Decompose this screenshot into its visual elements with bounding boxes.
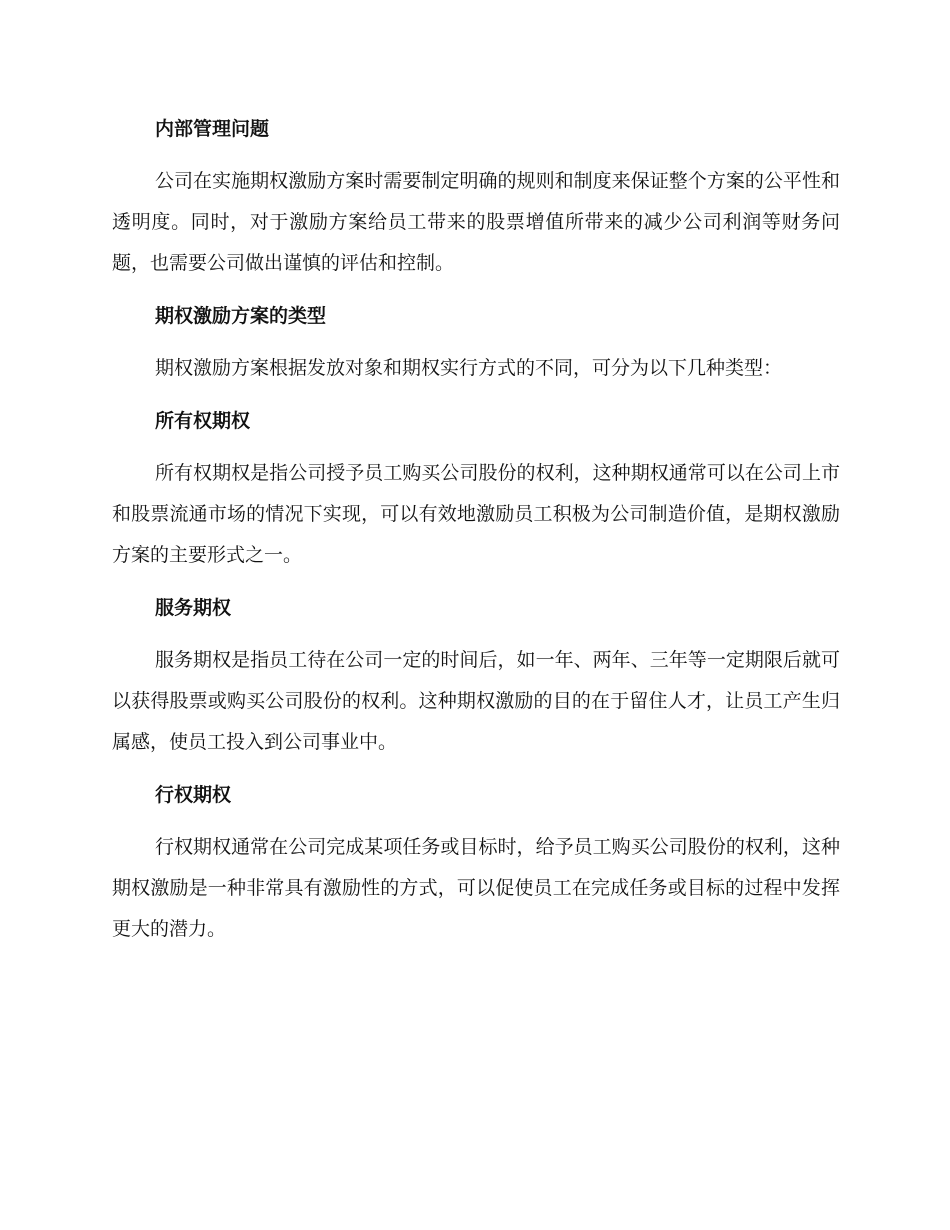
section-paragraph-internal-management: 公司在实施期权激励方案时需要制定明确的规则和制度来保证整个方案的公平性和透明度。同时，对于激励方案给员工带来的股票增值所带来的减少公司利润等财务问题，也需要公司做出谨慎的评估和控制。 — [112, 170, 840, 274]
section-paragraph-ownership-option: 所有权期权是指公司授予员工购买公司股份的权利，这种期权通常可以在公司上市和股票流通市场的情况下实现，可以有效地激励员工积极为公司制造价值，是期权激励方案的主要形式之一。 — [112, 462, 840, 566]
section-heading-exercise-option: 行权期权 — [155, 784, 232, 806]
section-heading-service-option: 服务期权 — [155, 597, 232, 619]
section-paragraph-service-option: 服务期权是指员工待在公司一定的时间后，如一年、两年、三年等一定期限后就可以获得股票或购买公司股份的权利。这种期权激励的目的在于留住人才，让员工产生归属感，使员工投入到公司事业中。 — [112, 649, 840, 753]
section-paragraph-option-types: 期权激励方案根据发放对象和期权实行方式的不同，可分为以下几种类型： — [155, 357, 783, 379]
section-paragraph-exercise-option: 行权期权通常在公司完成某项任务或目标时，给予员工购买公司股份的权利，这种期权激励是一种非常具有激励性的方式，可以促使员工在完成任务或目标的过程中发挥更大的潜力。 — [112, 836, 840, 940]
section-heading-option-types: 期权激励方案的类型 — [155, 305, 327, 327]
section-heading-ownership-option: 所有权期权 — [155, 410, 251, 432]
section-heading-internal-management: 内部管理问题 — [155, 118, 270, 140]
